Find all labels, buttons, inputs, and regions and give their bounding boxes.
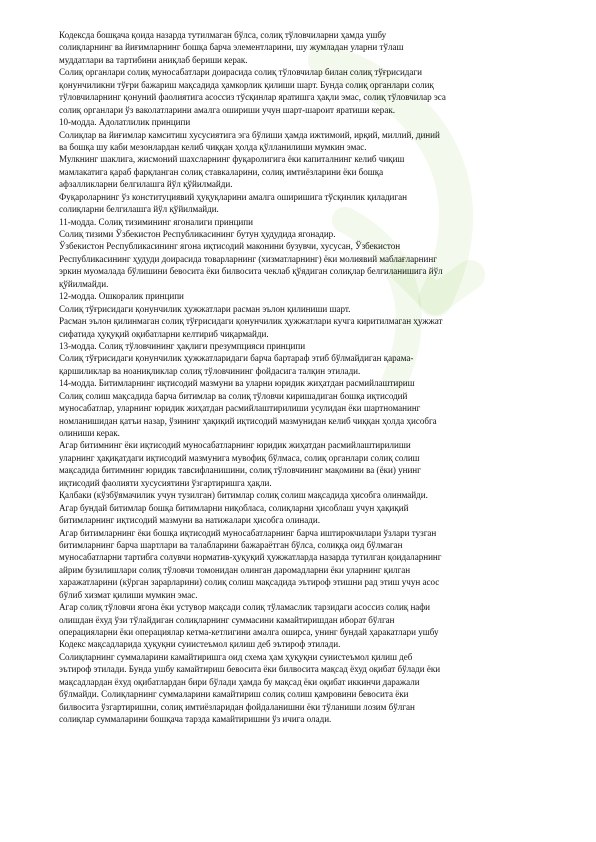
text-line: эркин муомалада бўлишини бевосита ёки билвосита чеклаб қўядиган солиқлар белгиланишига йўл [59, 266, 443, 277]
text-line: битимларнинг барча шартлари ва талабларини бажараётган бўлса, солиққа оид бўлмаган [59, 539, 403, 550]
text-line: Солиқлар ва йиғимлар камситиш хусусиятига эга бўлиши ҳамда ижтимоий, ирқий, миллий, диний [59, 129, 440, 140]
text-line: Солиқ солиш мақсадида барча битимлар ва солиқ тўловчи киришадиган бошқа иқтисодий [59, 390, 408, 401]
text-line: муносабатлар, уларнинг юридик жиҳатдан расмийлаштирилиши усулидан ёки шартноманинг [59, 403, 421, 414]
text-line: солиқ органлари ўз ваколатларини амалга ошириши учун шарт-шароит яратиши керак. [59, 104, 395, 115]
text-line: қаршиликлар ва ноаниқликлар солиқ тўловчининг фойдасига талқин этилади. [59, 365, 361, 376]
text-line: операцияларни ёки операциялар кетма-кетлигини амалга оширса, унинг бундай ҳаракатлари ушбу [59, 627, 439, 637]
text-line: билвосита ўзгартиришни, солиқ имтиёзларидан фойдаланишни ёки тўланиши лозим бўлган [59, 701, 415, 712]
text-line: Солиқ тўғрисидаги қонунчилик ҳужжатлари расман эълон қилиниши шарт. [59, 303, 351, 314]
text-line: эътироф этилади. Бунда ушбу камайтириш бевосита ёки билвосита мақсад ёхуд оқибат бўлади ёки [59, 664, 441, 675]
text-line [59, 726, 551, 738]
text-line: номланишидан қатъи назар, ўзининг ҳақиқий иқтисодий мазмунидан келиб чиққан ҳолда ҳисобга [59, 415, 437, 426]
text-line: харажатларини (кўрган зарарларини) солиқ солиш мақсадида эътироф этишни рад этиш учун асос [59, 577, 440, 588]
text-line: муддатлари ва тартибини аниқлаб бериши керак. [59, 54, 248, 65]
text-line: Агар битимнинг ёки иқтисодий муносабатларнинг юридик жиҳатдан расмийлаштирилиши [59, 440, 411, 451]
text-line: муносабатларни тартибга солувчи норматив-ҳуқуқий ҳужжатларда назарда тутилган қоидаларнинг [59, 552, 442, 563]
text-line: Агар битимларнинг ёки бошқа иқтисодий муносабатларнинг барча иштирокчилари ўзлари тузган [59, 527, 437, 538]
text-line: қонунчиликни тўғри бажариш мақсадида ҳамкорлик қилиши шарт. Бунда солиқ органлари солиқ [59, 79, 434, 90]
text-line: афзалликларни белгилашга йўл қўйилмайди. [59, 179, 233, 190]
text-line: битимларнинг иқтисодий мазмуни ва натижалари ҳисобга олинади. [59, 515, 320, 526]
text-line: Агар солиқ тўловчи ягона ёки устувор мақсади солиқ тўламаслик тарзидаги асоссиз солиқ нафи [59, 602, 431, 613]
text-line: сифатида ҳуқуқий оқибатларни келтириб чиқармайди. [59, 328, 269, 339]
article-heading: 14-модда. Битимларнинг иқтисодий мазмуни ва уларни юридик жиҳатдан расмийлаштириш [59, 378, 415, 389]
text-line: бўлмайди. Солиқларнинг суммаларини камайтириш солиқ солиш қамровини бевосита ёки [59, 689, 409, 700]
article-heading: 13-модда. Солиқ тўловчининг ҳақлиги презумпцияси принципи [59, 340, 306, 351]
text-line: Солиқ тўғрисидаги қонунчилик ҳужжатларидаги барча бартараф этиб бўлмайдиган қарама- [59, 353, 414, 364]
text-line: Солиқларнинг суммаларини камайтиришга оид схема ҳам ҳуқуқни суиистеъмол қилиш деб [59, 651, 413, 662]
text-line: Расман эълон қилинмаган солиқ тўғрисидаги қонунчилик ҳужжатлари кучга киритилмаган ҳужжат [59, 316, 443, 327]
text-line: Ўзбекистон Республикасининг ягона иқтисодий маконини бузувчи, хусусан, Ўзбекистон [59, 241, 401, 252]
text-line: солиқлар суммаларини бошқача тарзда камайтиришни ўз ичига олади. [59, 714, 332, 725]
article-heading: 11-модда. Солиқ тизимининг ягоналиги принципи [59, 216, 253, 227]
article-heading: 10-модда. Адолатлилик принципи [59, 117, 191, 128]
text-line: тўловчиларнинг қонуний фаолиятига асоссиз тўсқинлар яратишга ҳақли эмас, солиқ тўловчилар эса [59, 92, 446, 103]
text-line: Солиқ тизими Ўзбекистон Республикасининг бутун ҳудудида ягонадир. [59, 229, 336, 239]
text-line: солиқларни белгилашга йўл қўйилмайди. [59, 204, 219, 215]
text-line: олишдан ёхуд ўзи тўлайдиган солиқларнинг суммасини камайтиришдан иборат бўлган [59, 614, 395, 625]
text-line: Кодексда бошқача қоида назарда тутилмаган бўлса, солиқ тўловчиларни ҳамда ушбу [59, 30, 387, 40]
text-line: солиқларнинг ва йиғимларнинг бошқа барча элементларини, шу жумладан уларни тўлаш [59, 42, 404, 53]
text-line: уларнинг ҳақиқатдаги иқтисодий мазмунига мувофиқ бўлмаса, солиқ органлари солиқ солиш [59, 452, 420, 463]
text-line: олиниши керак. [59, 428, 120, 438]
text-line: Қалбаки (кўзбўямачилик учун тузилган) битимлар солиқ солиш мақсадида ҳисобга олинмайди. [59, 490, 428, 501]
text-line: қўйилмайди. [59, 278, 109, 289]
text-line: бўлиб хизмат қилиши мумкин эмас. [59, 589, 198, 600]
article-heading: 12-модда. Ошкоралик принципи [59, 291, 184, 302]
text-line: Солиқ органлари солиқ муносабатлари доирасида солиқ тўловчилар билан солиқ тўғрисидаги [59, 67, 422, 78]
text-line: Фуқароларнинг ўз конституциявий ҳуқуқларини амалга оширишига тўсқинлик қиладиган [59, 191, 407, 202]
text-line: мақсадлардан ёхуд оқибатлардан бири бўлади ҳамда бу мақсад ёки оқибат иккинчи даражали [59, 676, 420, 687]
text-line: Мулкнинг шаклига, жисмоний шахсларнинг фуқаролигига ёки капиталнинг келиб чиқиш [59, 154, 405, 165]
text-line: Республикасининг ҳудуди доирасида товарларнинг (хизматларнинг) ёки молиявий маблағларнинг [59, 253, 437, 264]
text-line: мамлакатига қараб фарқланган солиқ ставкаларини, солиқ имтиёзларини ёки бошқа [59, 166, 384, 177]
text-line: ва бошқа шу каби мезонлардан келиб чиққан ҳолда қўлланилиши мумкин эмас. [59, 141, 367, 152]
text-line: иқтисодий фаолияти хусусиятини ўзгартиришга ҳақли. [59, 477, 272, 488]
text-line: Кодекс мақсадларида ҳуқуқни суиистеъмол қилиш деб эътироф этилади. [59, 639, 341, 650]
document-body [59, 29, 551, 738]
text-line: Агар бундай битимлар бошқа битимларни ниқоблаcа, солиқларни ҳисоблаш учун ҳақиқий [59, 502, 409, 513]
text-line: айрим бузилишлари солиқ тўловчи томонидан олинган даромадларни ёки уларнинг қилган [59, 564, 411, 575]
text-line: мақсадида битимнинг юридик тавсифланишини, солиқ тўловчининг мақомини ва (ёки) унинг [59, 465, 421, 476]
